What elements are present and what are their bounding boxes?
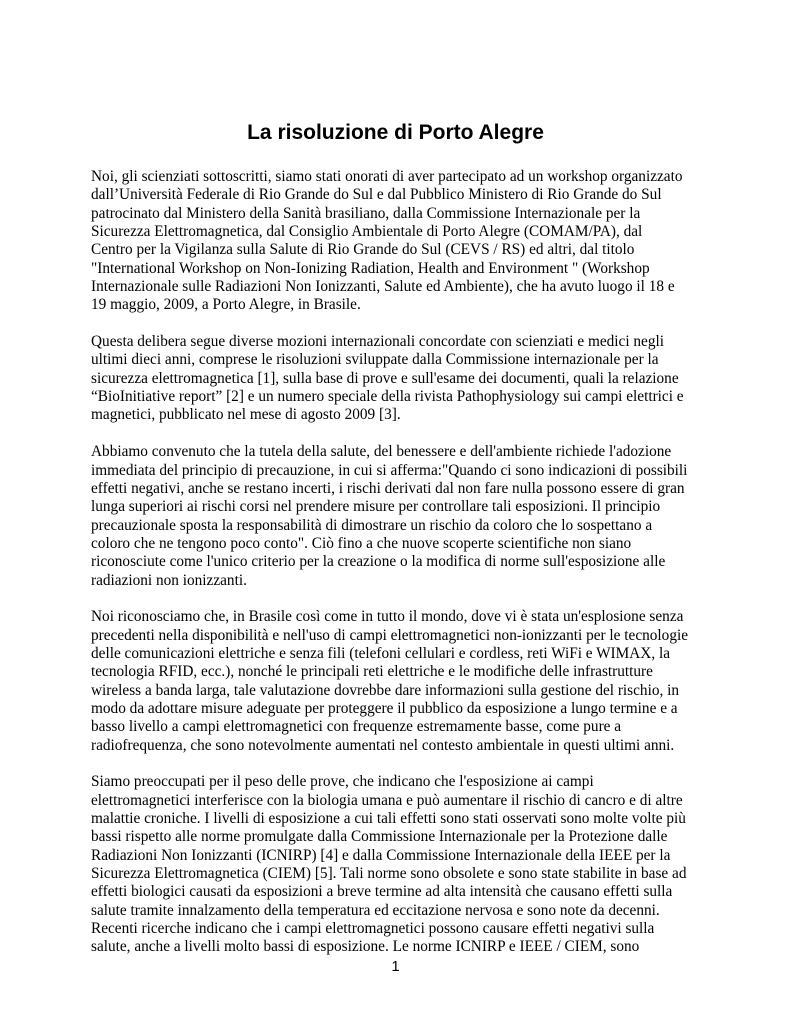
text-line: lunga superiori ai rischi corsi nel prendere misure per controllare tali esposizioni. Il principio xyxy=(91,498,661,516)
text-line: magnetici, pubblicato nel mese di agosto 2009 [3]. xyxy=(91,406,401,424)
text-line: Sicurezza Elettromagnetica (CIEM) [5]. Tali norme sono obsolete e sono state stabilite in base ad xyxy=(91,865,687,883)
text-line: 19 maggio, 2009, a Porto Alegre, in Brasile. xyxy=(91,296,361,314)
text-line: elettromagnetici interferisce con la biologia umana e può aumentare il rischio di cancro e di altre xyxy=(91,791,683,809)
text-line: bassi rispetto alle norme promulgate dalla Commissione Internazionale per la Protezione dalle xyxy=(91,828,668,846)
paragraph xyxy=(91,443,709,590)
text-line: tecnologia RFID, ecc.), nonché le principali reti elettriche e le modifiche delle infrastrutture xyxy=(91,663,653,681)
text-line: "International Workshop on Non-Ionizing Radiation, Health and Environment " (Workshop xyxy=(91,259,650,277)
paragraph xyxy=(91,608,709,755)
document-body xyxy=(91,168,709,975)
text-line: dall’Università Federale di Rio Grande do Sul e dal Pubblico Ministero di Rio Grande do Sul xyxy=(91,186,662,204)
text-line: “BioInitiative report” [2] e un numero speciale della rivista Pathophysiology sui campi elettrici e xyxy=(91,388,684,406)
text-line: Questa delibera segue diverse mozioni internazionali concordate con scienziati e medici negli xyxy=(91,333,664,351)
text-line: radiofrequenza, che sono notevolmente aumentati nel contesto ambientale in questi ultimi anni. xyxy=(91,736,675,754)
text-line: effetti negativi, anche se restano incerti, i rischi derivati dal non fare nulla possono essere di gran xyxy=(91,479,685,497)
text-line: wireless a banda larga, tale valutazione dovrebbe dare informazioni sulla gestione del rischio, in xyxy=(91,681,680,699)
text-line: Siamo preoccupati per il peso delle prove, che indicano che l'esposizione ai campi xyxy=(91,773,594,791)
text-line: Noi riconosciamo che, in Brasile così come in tutto il mondo, dove vi è stata un'esplosione senza xyxy=(91,608,684,626)
text-line: basso livello a campi elettromagnetici con frequenze estremamente basse, come pure a xyxy=(91,718,622,736)
text-line: coloro che ne tengono poco conto". Ciò fino a che nuove scoperte scientifiche non siano xyxy=(91,534,632,552)
text-line: sicurezza elettromagnetica [1], sulla base di prove e sull'esame dei documenti, quali la relazione xyxy=(91,369,679,387)
text-line: effetti biologici causati da esposizioni a breve termine ad alta intensità che causano effetti sulla xyxy=(91,883,673,901)
text-line: Sicurezza Elettromagnetica, dal Consiglio Ambientale di Porto Alegre (COMAM/PA), dal xyxy=(91,223,643,241)
text-line: riconosciute come l'unico criterio per la creazione o la modifica di norme sull'esposizione alle xyxy=(91,553,666,571)
text-line: salute, anche a livelli molto bassi di esposizione. Le norme ICNIRP e IEEE / CIEM, sono xyxy=(91,938,640,956)
paragraph xyxy=(91,168,709,315)
document-title: La risoluzione di Porto Alegre xyxy=(247,121,544,144)
text-line: precedenti nella disponibilità e nell'uso di campi elettromagnetici non-ionizzanti per le tecnologie xyxy=(91,626,689,644)
text-line: immediata del principio di precauzione, in cui si afferma:"Quando ci sono indicazioni di possibili xyxy=(91,461,688,479)
text-line: Centro per la Vigilanza sulla Salute di Rio Grande do Sul (CEVS / RS) ed altri, dal titolo xyxy=(91,241,635,259)
text-line: malattie croniche. I livelli di esposizione a cui tali effetti sono stati osservati sono molte volte più xyxy=(91,810,686,828)
text-line: ultimi dieci anni, comprese le risoluzioni sviluppate dalla Commissione internazionale per la xyxy=(91,351,659,369)
paragraph xyxy=(91,773,709,956)
text-line: Noi, gli scienziati sottoscritti, siamo stati onorati di aver partecipato ad un workshop organizzato xyxy=(91,168,683,185)
text-line: modo da adottare misure adeguate per proteggere il pubblico da esposizione a lungo termine e a xyxy=(91,699,678,717)
text-line: Radiazioni Non Ionizzanti (ICNIRP) [4] e dalla Commissione Internazionale della IEEE per la xyxy=(91,846,671,864)
paragraph xyxy=(91,333,709,425)
text-line: patrocinato dal Ministero della Sanità brasiliano, dalla Commissione Internazionale per la xyxy=(91,204,641,222)
text-line: Internazionale sulle Radiazioni Non Ionizzanti, Salute ed Ambiente), che ha avuto luogo il 18 e xyxy=(91,278,675,296)
text-line: Recenti ricerche indicano che i campi elettromagnetici possono causare effetti negativi sulla xyxy=(91,920,655,938)
text-line: precauzionale sposta la responsabilità di dimostrare un rischio da coloro che lo sospettano a xyxy=(91,516,653,534)
text-line: delle comunicazioni elettriche e senza fili (telefoni cellulari e cordless, reti WiFi e WIMAX, la xyxy=(91,644,671,662)
text-line: radiazioni non ionizzanti. xyxy=(91,571,247,589)
text-line: salute tramite innalzamento della temperatura ed eccitazione nervosa e sono note da decenni. xyxy=(91,901,660,919)
page-number: 1 xyxy=(391,958,400,975)
text-line: Abbiamo convenuto che la tutela della salute, del benessere e dell'ambiente richiede l'adozione xyxy=(91,443,672,461)
